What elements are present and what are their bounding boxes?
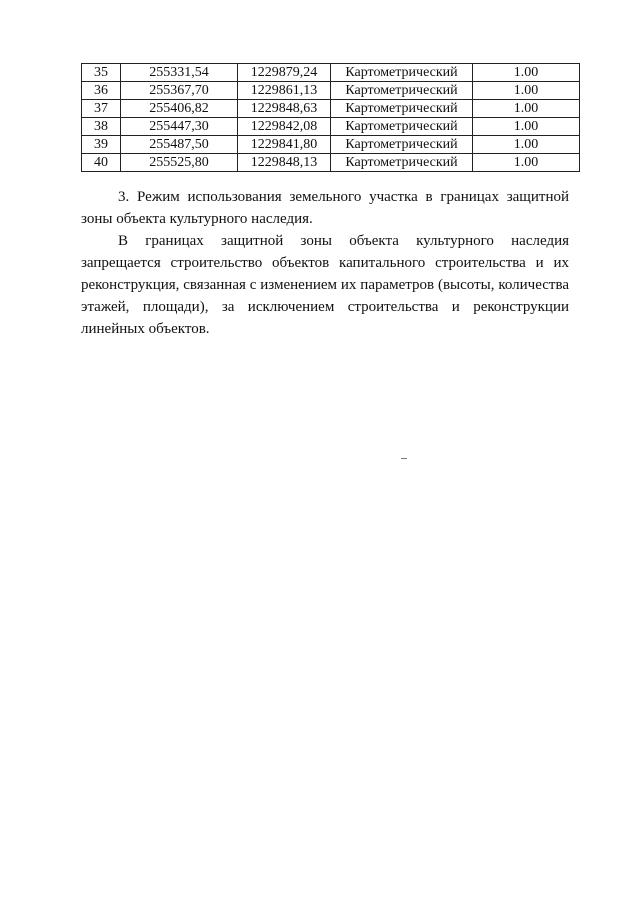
y-coordinate-cell: 1229848,13 [238, 154, 331, 172]
table-row [82, 82, 580, 100]
table-row [82, 136, 580, 154]
point-number-cell: 40 [82, 154, 121, 172]
table-row [82, 118, 580, 136]
point-number-cell: 35 [82, 64, 121, 82]
scan-mark [401, 458, 407, 459]
table-row [82, 100, 580, 118]
method-cell: Картометрический [331, 154, 473, 172]
y-coordinate-cell: 1229861,13 [238, 82, 331, 100]
y-coordinate-cell: 1229842,08 [238, 118, 331, 136]
point-number-cell: 37 [82, 100, 121, 118]
table-row [82, 154, 580, 172]
x-coordinate-cell: 255406,82 [121, 100, 238, 118]
y-coordinate-cell: 1229841,80 [238, 136, 331, 154]
x-coordinate-cell: 255487,50 [121, 136, 238, 154]
accuracy-cell: 1.00 [473, 136, 580, 154]
method-cell: Картометрический [331, 64, 473, 82]
method-cell: Картометрический [331, 100, 473, 118]
method-cell: Картометрический [331, 82, 473, 100]
point-number-cell: 38 [82, 118, 121, 136]
x-coordinate-cell: 255525,80 [121, 154, 238, 172]
method-cell: Картометрический [331, 118, 473, 136]
accuracy-cell: 1.00 [473, 100, 580, 118]
paragraph-usage-regime: 3. Режим использования земельного участка в границах защитной зоны объекта культурного наследия. [81, 189, 569, 227]
paragraph-restrictions: В границах защитной зоны объекта культурного наследия запрещается строительство объектов капитального строительства и их реконструкция, связанная с изменением их параметров (высоты, количества этажей, площади), за исключением строительства и реконструкции линейных объектов. [81, 233, 569, 337]
accuracy-cell: 1.00 [473, 154, 580, 172]
coordinates-table [81, 63, 580, 172]
accuracy-cell: 1.00 [473, 118, 580, 136]
method-cell: Картометрический [331, 136, 473, 154]
body-text [81, 186, 569, 340]
table-row [82, 64, 580, 82]
accuracy-cell: 1.00 [473, 64, 580, 82]
x-coordinate-cell: 255331,54 [121, 64, 238, 82]
x-coordinate-cell: 255367,70 [121, 82, 238, 100]
y-coordinate-cell: 1229848,63 [238, 100, 331, 118]
point-number-cell: 39 [82, 136, 121, 154]
y-coordinate-cell: 1229879,24 [238, 64, 331, 82]
point-number-cell: 36 [82, 82, 121, 100]
accuracy-cell: 1.00 [473, 82, 580, 100]
x-coordinate-cell: 255447,30 [121, 118, 238, 136]
